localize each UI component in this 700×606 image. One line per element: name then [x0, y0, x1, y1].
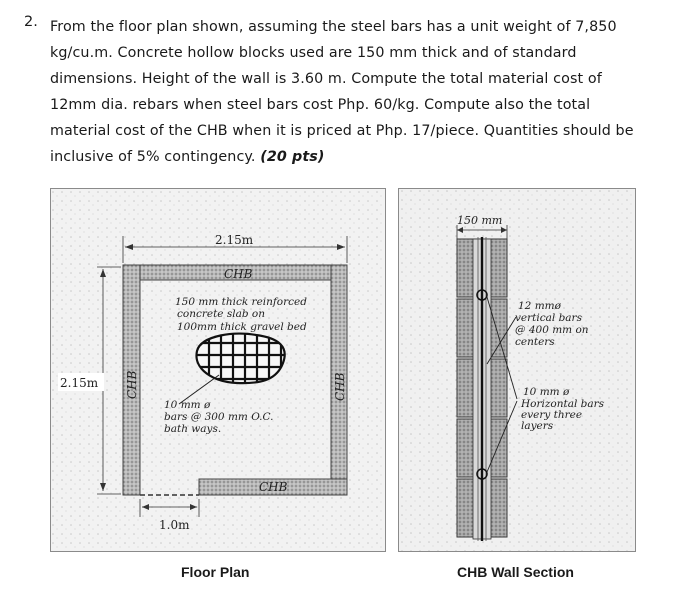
horizontal-note-line: layers [521, 420, 554, 432]
vertical-note-line: vertical bars [515, 312, 582, 324]
horizontal-note-line: Horizontal bars [521, 398, 605, 410]
dim-bottom-label: 1.0m [159, 518, 190, 532]
floor-plan-figure [50, 188, 386, 552]
wall-section-caption: CHB Wall Section [457, 564, 574, 580]
slab-note-line: 150 mm thick reinforced [175, 296, 307, 308]
vertical-note-line: centers [515, 336, 555, 348]
points-label: (20 pts) [260, 149, 325, 165]
floor-plan-drawing [51, 189, 385, 551]
section-background [399, 189, 635, 551]
chb-left-label: CHB [125, 370, 139, 399]
floor-plan-caption: Floor Plan [181, 564, 250, 580]
dim-top-label: 2.15m [215, 233, 254, 247]
slab-note-line: 100mm thick gravel bed [177, 321, 307, 333]
chb-top-label: CHB [224, 267, 253, 281]
wall-section-figure [398, 188, 636, 552]
slab-note-line: concrete slab on [177, 308, 265, 320]
chb-bottom-label: CHB [259, 480, 288, 494]
thickness-label: 150 mm [457, 214, 503, 227]
problem-number: 2. [24, 14, 38, 30]
problem-line: dimensions. Height of the wall is 3.60 m. Compute the total material cost of [50, 71, 602, 87]
chb-right-label: CHB [333, 372, 347, 401]
bars-note-line: bath ways. [164, 423, 222, 435]
dim-left-label: 2.15m [60, 376, 99, 390]
wall-section-drawing [399, 189, 635, 551]
problem-text [50, 14, 680, 170]
vertical-note-line: 12 mmø [518, 300, 561, 312]
problem-line: From the floor plan shown, assuming the steel bars has a unit weight of 7,850 [50, 19, 617, 35]
problem-line: material cost of the CHB when it is priced at Php. 17/piece. Quantities should be [50, 123, 634, 139]
problem-line-last [50, 144, 680, 170]
problem-line: 12mm dia. rebars when steel bars cost Php. 60/kg. Compute also the total [50, 97, 591, 113]
problem-line: kg/cu.m. Concrete hollow blocks used are 150 mm thick and of standard [50, 45, 577, 61]
vertical-note-line: @ 400 mm on [515, 324, 589, 336]
horizontal-note-line: 10 mm ø [523, 386, 570, 398]
problem-line: inclusive of 5% contingency. [50, 149, 256, 165]
bars-note-line: bars @ 300 mm O.C. [164, 411, 274, 423]
horizontal-note-line: every three [521, 409, 583, 421]
bars-note-line: 10 mm ø [164, 399, 211, 411]
